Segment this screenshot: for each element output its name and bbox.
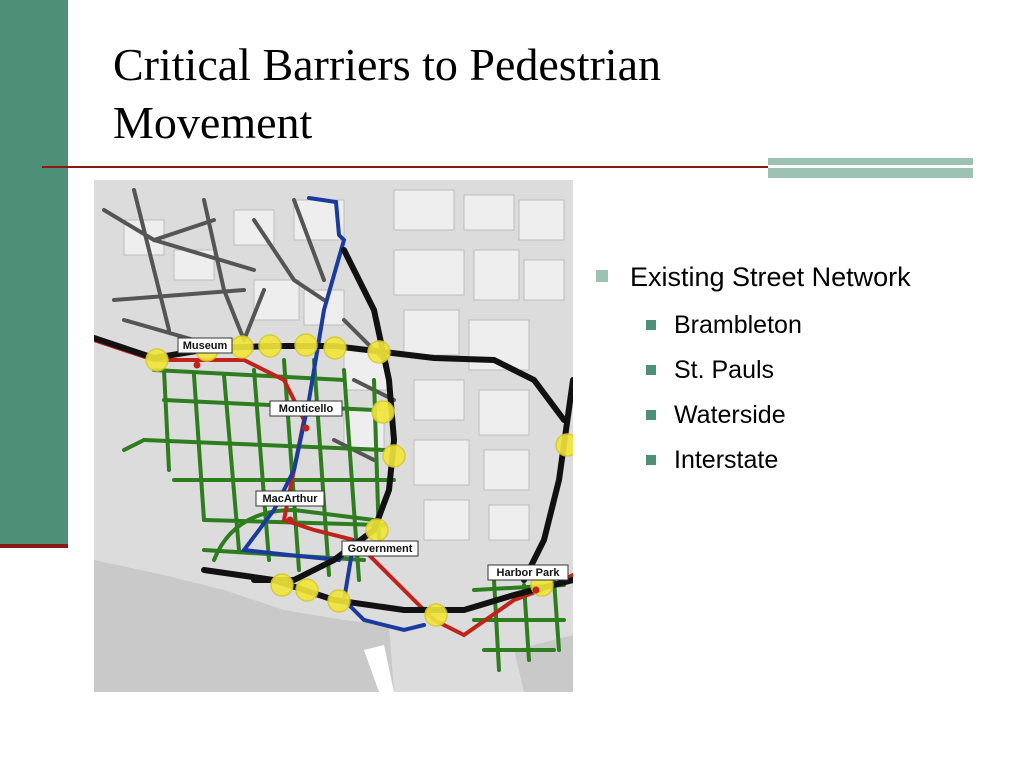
sub-bullet-square-icon bbox=[646, 410, 656, 420]
sidebar-accent bbox=[0, 0, 68, 545]
bullet-existing-street-network bbox=[596, 258, 996, 297]
sub-bullet-brambleton bbox=[596, 303, 996, 348]
sub-bullet-text: Brambleton bbox=[674, 311, 802, 339]
sub-bullet-st-pauls bbox=[596, 348, 996, 393]
label-museum: Museum bbox=[182, 340, 228, 352]
sub-bullet-text: St. Pauls bbox=[674, 356, 775, 384]
sub-bullet-interstate bbox=[596, 438, 996, 483]
label-government: Government bbox=[347, 543, 413, 555]
street-network-map bbox=[94, 180, 573, 692]
title-accent-line bbox=[768, 165, 973, 168]
label-macarthur: MacArthur bbox=[262, 493, 318, 505]
sub-bullet-square-icon bbox=[646, 320, 656, 330]
sub-bullet-waterside bbox=[596, 393, 996, 438]
bullet-text: Existing Street Network bbox=[630, 262, 911, 292]
sub-bullet-square-icon bbox=[646, 455, 656, 465]
sub-bullet-square-icon bbox=[646, 365, 656, 375]
bullet-square-icon bbox=[596, 270, 608, 282]
sub-bullet-text: Waterside bbox=[674, 401, 786, 429]
sidebar-accent-rule bbox=[0, 544, 68, 548]
label-monticello: Monticello bbox=[278, 403, 334, 415]
sub-bullet-text: Interstate bbox=[674, 446, 779, 474]
title-accent-block bbox=[768, 158, 973, 178]
bullet-list bbox=[596, 258, 996, 483]
slide-title: Critical Barriers to Pedestrian Movement bbox=[113, 39, 662, 148]
label-harbor-park: Harbor Park bbox=[496, 567, 560, 579]
